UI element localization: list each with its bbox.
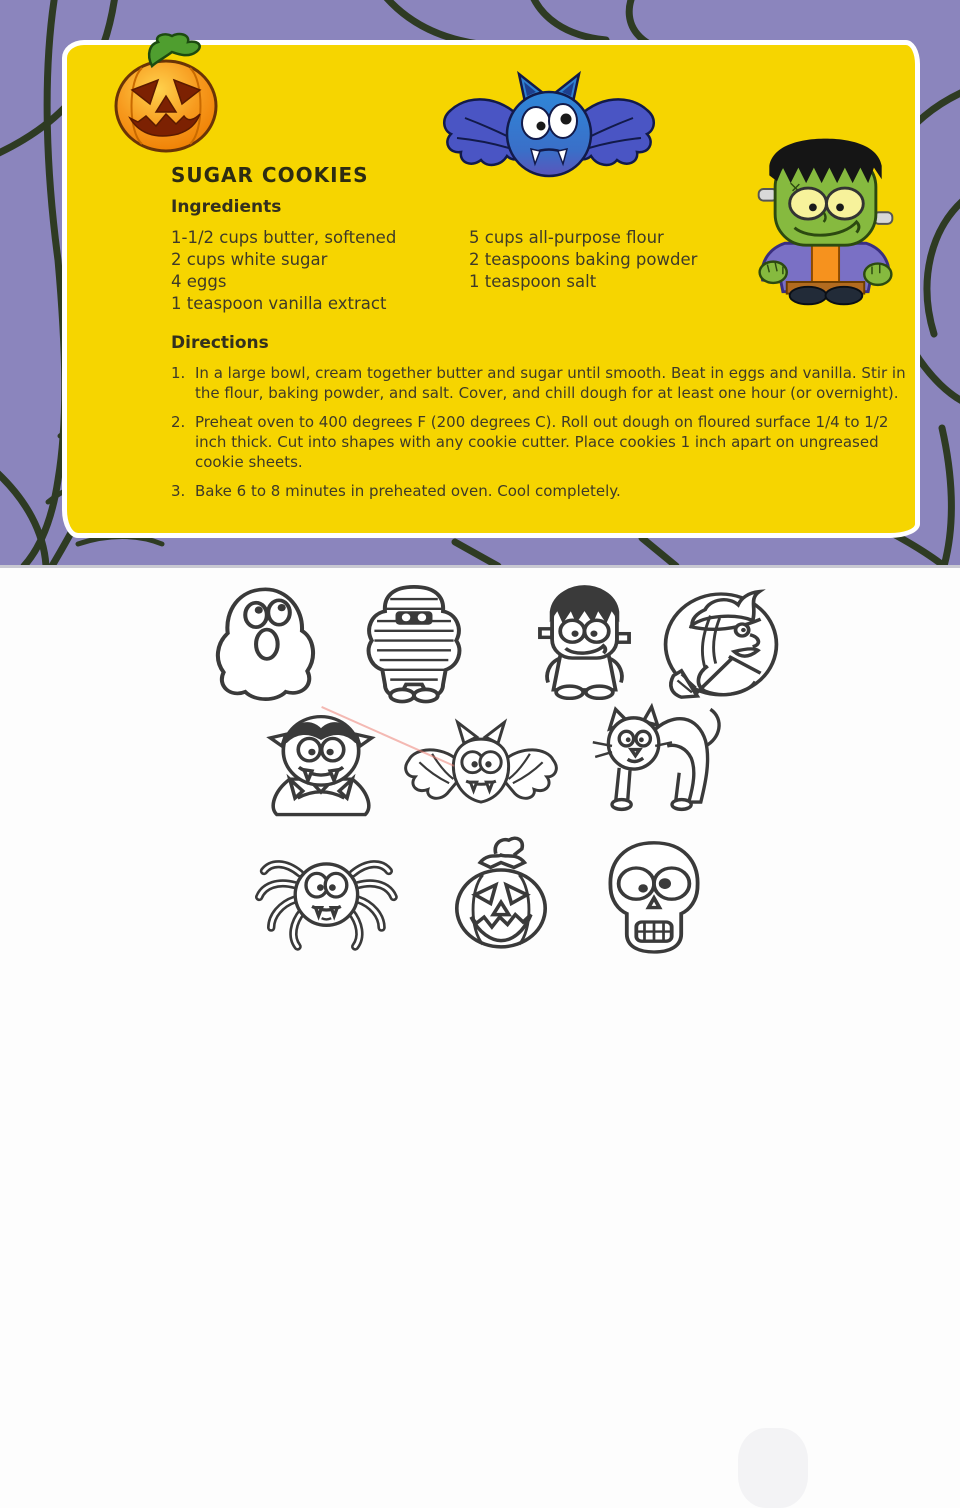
cookie-shape-mummy — [348, 582, 480, 708]
step-number: 2. — [171, 413, 186, 431]
cookie-shape-vampire — [256, 706, 386, 828]
witch-icon — [655, 582, 787, 702]
scan-smudge — [738, 1428, 808, 1508]
direction-step — [171, 412, 916, 472]
direction-step — [171, 363, 916, 403]
ingredients-column-1 — [171, 227, 396, 315]
directions-list — [171, 363, 916, 510]
step-number: 1. — [171, 364, 186, 382]
mummy-icon — [348, 582, 480, 704]
skull-icon — [586, 838, 722, 958]
ingredient-item: 2 cups white sugar — [171, 250, 328, 269]
bat-icon — [437, 66, 662, 196]
pumpkin-decoration — [94, 30, 234, 159]
step-text: In a large bowl, cream together butter and sugar until smooth. Beat in eggs and vanilla. Stir in the flour, baking powder, and salt. Cover, and chill dough for at least one hour (or overnight). — [195, 364, 906, 402]
cookie-shape-skull — [586, 838, 722, 962]
ingredient-item: 1 teaspoon vanilla extract — [171, 294, 387, 313]
step-text: Preheat oven to 400 degrees F (200 degrees C). Roll out dough on floured surface 1/4 to 1/2 inch thick. Cut into shapes with any cookie cutter. Place cookies 1 inch apart on ungreased cookie sheets. — [195, 413, 889, 471]
cookie-shape-witch — [655, 582, 787, 706]
step-text: Bake 6 to 8 minutes in preheated oven. Cool completely. — [195, 482, 621, 500]
cookie-shape-black-cat — [576, 702, 726, 828]
ingredient-item: 5 cups all-purpose flour — [469, 228, 664, 247]
ingredient-item: 1 teaspoon salt — [469, 272, 597, 291]
frankenstein-decoration — [748, 132, 903, 311]
vampire-icon — [256, 706, 386, 824]
cookie-shape-spider — [252, 838, 402, 960]
recipe-card-section — [0, 0, 960, 568]
ingredient-item: 1-1/2 cups butter, softened — [171, 228, 397, 247]
frankenstein-outline-icon — [517, 580, 652, 702]
cookie-shape-ghost — [198, 582, 333, 708]
directions-heading: Directions — [171, 333, 269, 353]
bat-outline-icon — [396, 716, 566, 821]
ingredients-column-2 — [469, 227, 697, 293]
recipe-title: SUGAR COOKIES — [171, 163, 369, 187]
cookie-shape-jack-o-lantern — [436, 834, 566, 962]
cookie-shape-frankenstein — [517, 580, 652, 706]
cookie-shape-bat — [396, 716, 566, 825]
ghost-icon — [198, 582, 333, 704]
ingredient-item: 4 eggs — [171, 272, 227, 291]
jack-o-lantern-icon — [94, 30, 234, 155]
frankenstein-icon — [748, 132, 903, 307]
step-number: 3. — [171, 482, 186, 500]
jack-o-lantern-outline-icon — [436, 834, 566, 958]
ingredients-heading: Ingredients — [171, 197, 282, 217]
cat-icon — [576, 702, 726, 824]
direction-step — [171, 481, 916, 501]
bat-decoration — [437, 66, 662, 200]
spider-icon — [252, 838, 402, 956]
ingredient-item: 2 teaspoons baking powder — [469, 250, 698, 269]
